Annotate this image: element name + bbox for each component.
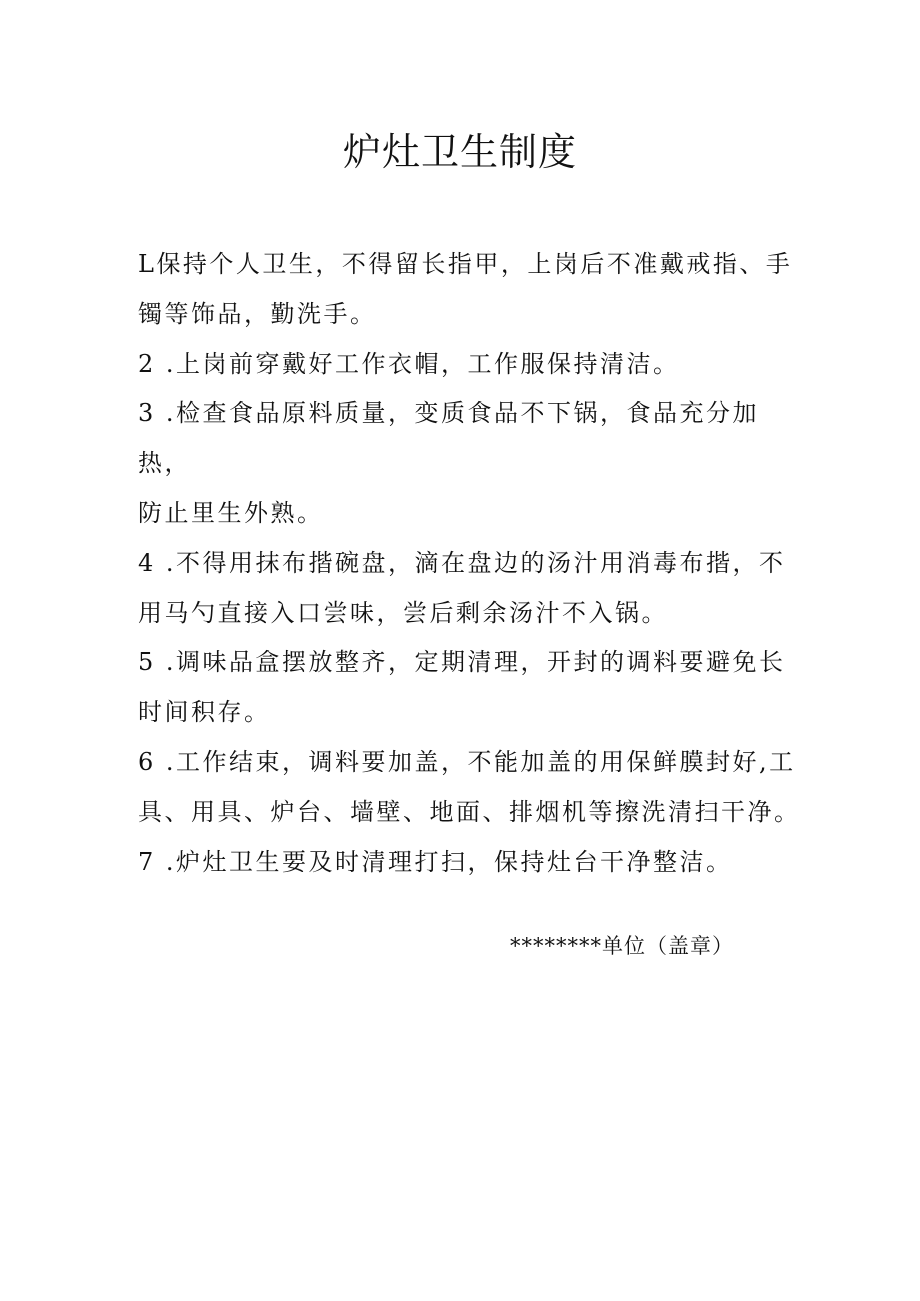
rule-item-4 xyxy=(138,539,808,639)
rule-item-7 xyxy=(138,838,808,888)
rule-item-6 xyxy=(138,738,808,838)
seal-line: ********单位（盖章） xyxy=(510,934,734,958)
document-title: 炉灶卫生制度 xyxy=(342,130,577,174)
rule-7-line-1: 7 .炉灶卫生要及时清理打扫，保持灶台干净整洁。 xyxy=(138,847,733,876)
rule-item-5 xyxy=(138,638,808,738)
rule-2-line-1: 2 .上岗前穿戴好工作衣帽，工作服保持清洁。 xyxy=(138,349,680,378)
rule-1-line-2: 镯等饰品，勤洗手。 xyxy=(138,299,377,328)
rules-list xyxy=(138,240,808,887)
rule-4-line-2: 用马勺直接入口尝味，尝后剩余汤汁不入锅。 xyxy=(138,598,668,627)
rule-5-line-1: 5 .调味品盒摆放整齐，定期清理，开封的调料要避免长 xyxy=(138,648,786,677)
rule-item-3 xyxy=(138,389,808,538)
rule-3-line-1: 3 .检查食品原料质量，变质食品不下锅，食品充分加热， xyxy=(138,399,760,478)
rule-3-line-2: 防止里生外熟。 xyxy=(138,498,324,527)
rule-1-line-1: L保持个人卫生，不得留长指甲，上岗后不准戴戒指、手 xyxy=(138,250,793,278)
rule-item-2 xyxy=(138,340,808,390)
rule-4-line-1: 4 .不得用抹布揩碗盘，滴在盘边的汤汁用消毒布揩，不 xyxy=(138,548,786,577)
rule-item-1 xyxy=(138,240,808,340)
rule-5-line-2: 时间积存。 xyxy=(138,698,271,727)
rule-6-line-1: 6 .工作结束，调料要加盖，不能加盖的用保鲜膜封好,工 xyxy=(138,747,796,776)
rule-6-line-2: 具、用具、炉台、墙壁、地面、排烟机等擦洗清扫干净。 xyxy=(138,797,801,826)
